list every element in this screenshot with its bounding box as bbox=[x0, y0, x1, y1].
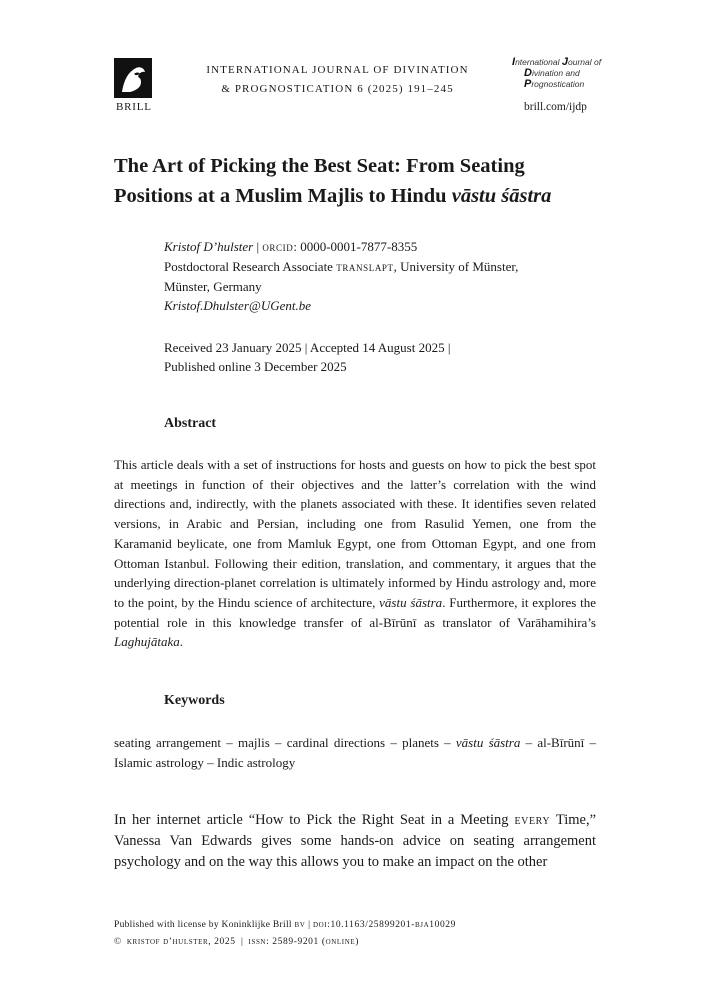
author-name: Kristof D’hulster bbox=[164, 239, 254, 254]
orcid-label: orcid bbox=[262, 239, 294, 254]
brill-logo-icon bbox=[114, 58, 152, 98]
orcid-id[interactable]: : 0000-0001-7877-8355 bbox=[293, 239, 418, 254]
author-line: Kristof D’hulster | orcid: 0000-0001-7877-8355 bbox=[164, 239, 418, 254]
location: Münster, Germany bbox=[164, 279, 262, 294]
publisher-name: BRILL bbox=[116, 101, 152, 113]
doi[interactable]: doi:10.1163/25899201-bja10029 bbox=[313, 920, 457, 930]
brill-logo bbox=[114, 58, 152, 98]
license-line: Published with license by Koninklijke Brill bv | doi:10.1163/25899201-bja10029 bbox=[114, 920, 457, 930]
journal-citation bbox=[190, 61, 485, 99]
issn: issn: 2589-9201 (online) bbox=[248, 937, 360, 947]
journal-volume: & PROGNOSTICATION 6 (2025) 191–245 bbox=[221, 83, 454, 95]
author-email[interactable]: Kristof.Dhulster@UGent.be bbox=[164, 298, 312, 313]
body-paragraph: In her internet article “How to Pick the Right Seat in a Meeting every Time,” Vanessa Van Edwards gives some hands-on advice on seating arrangement psychology and on the way this allows you to make an impact on the other bbox=[114, 812, 597, 870]
journal-name: INTERNATIONAL JOURNAL OF DIVINATION bbox=[206, 64, 469, 76]
abstract-heading: Abstract bbox=[164, 416, 217, 431]
received-accepted-dates: Received 23 January 2025 | Accepted 14 August 2025 | bbox=[164, 340, 451, 355]
affiliation: Postdoctoral Research Associate translapt, University of Münster, bbox=[164, 259, 519, 274]
article-title: The Art of Picking the Best Seat: From Seating Positions at a Muslim Majlis to Hindu vāstu śāstra bbox=[114, 155, 552, 207]
copyright-line: © kristof d’hulster, 2025 | issn: 2589-9201 (online) bbox=[114, 937, 360, 947]
keywords-heading: Keywords bbox=[164, 693, 225, 708]
journal-badge: International Journal of Divination and Prognostication bbox=[512, 56, 602, 90]
abstract-text: This article deals with a set of instructions for hosts and guests on how to pick the best spot at meetings in function of their objectives and the latter’s correlation with the wind directions and, indirectly, with the planets associated with these. It identifies seven related versions, in Arabic and Persian, including one from Rasulid Yemen, one from the Karamanid beylicate, one from Mamluk Egypt, one from Ottoman Egypt, and one from Ottoman Istanbul. Following their edition, translation, and commentary, it argues that the underlying direction-planet correlation is ultimately informed by Hindu astrology and, more to the point, by the Hindu science of architecture, vāstu śāstra. Furthermore, it explores the potential role in this knowledge transfer of al-Bīrūnī as translator of Varāhamihira’s Laghujātaka. bbox=[114, 457, 596, 650]
journal-url[interactable]: brill.com/ijdp bbox=[524, 101, 587, 113]
published-date: Published online 3 December 2025 bbox=[164, 359, 347, 374]
keywords-text: seating arrangement – majlis – cardinal directions – planets – vāstu śāstra – al-Bīrūnī – Islamic astrology – Indic astrology bbox=[114, 735, 597, 770]
